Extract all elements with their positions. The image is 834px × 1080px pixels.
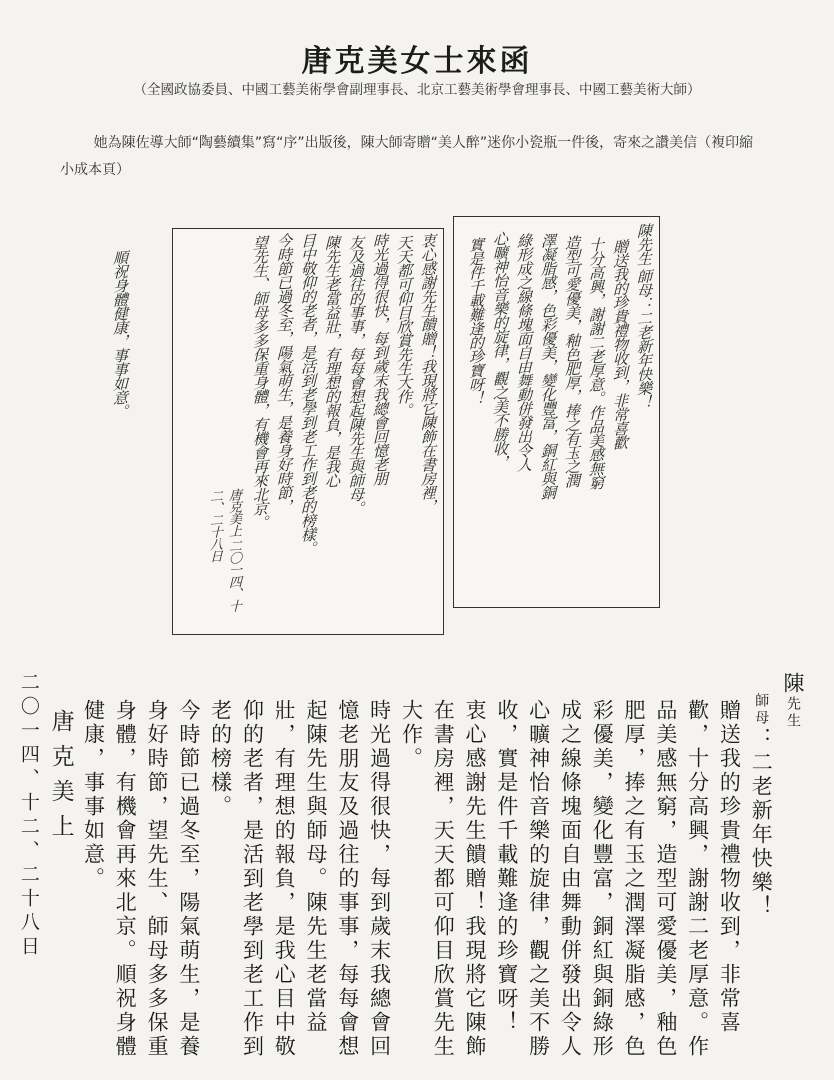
intro-paragraph: 她為陳佐導大師“陶藝續集”寫“序”出版後，陳大師寄贈“美人醉”迷你小瓷瓶一件後，寄來之讚美信（複印縮小成本頁） bbox=[60, 135, 754, 178]
salutation bbox=[776, 672, 808, 1080]
author-credentials: （全國政協委員、中國工藝美術學會副理事長、北京工藝美術學會理事長、中國工藝美術大師） bbox=[133, 82, 701, 98]
salutation-greeting: ：二老新年快樂！ bbox=[749, 727, 774, 919]
handwritten-line: 陳先生老當益壯，有理想的報負，是我心 bbox=[323, 234, 341, 488]
handwritten-line: 目中敬仰的老者，是活到老學到老工作到老的榜樣。 bbox=[299, 232, 317, 556]
salutation-madam: 師母 bbox=[753, 693, 770, 727]
handwritten-line: 友及過往的事事，每每會想起陳先生與師母。 bbox=[347, 234, 365, 516]
letter-page-1 bbox=[453, 216, 660, 608]
handwritten-line: 心曠神怡音樂的旋律，觀之美不勝收， bbox=[491, 230, 509, 470]
handwritten-line: 綠形成之線條塊面自由舞動併發出令人 bbox=[515, 232, 533, 472]
salutation-name: 陳 bbox=[781, 672, 805, 696]
handwritten-line: 天天都可仰目欣賞先生大作。 bbox=[395, 234, 413, 418]
handwritten-line: 實是件千載難逢的珍寶呀！ bbox=[467, 236, 485, 406]
handwritten-line: 衷心感謝先生饋贈！我現將它陳飾在書房裡， bbox=[419, 232, 437, 514]
paragraph-4: 今時節已過冬至，陽氣萌生，是養身好時節，望先生、師母多多保重身體，有機會再來北京。順祝身體健康，事事如意。 bbox=[81, 699, 201, 1060]
handwritten-line: 陳先生 師母：二老新年快樂！ bbox=[635, 222, 653, 410]
paragraph-2: 衷心感謝先生饋贈！我現將它陳飾在書房裡，天天都可仰目欣賞先生大作。 bbox=[399, 699, 488, 1060]
handwritten-line: 造型可愛優美，釉色肥厚，捧之有玉之潤 bbox=[563, 234, 581, 488]
letter-date: 二〇一四、十二、二十八日 bbox=[17, 672, 40, 960]
handwritten-letter-image bbox=[110, 210, 700, 650]
handwritten-line: 澤凝脂感，色彩優美，變化豐富，銅紅與銅 bbox=[539, 232, 557, 500]
handwritten-line: 望先生、師母多多保重身體，有機會再來北京。 bbox=[251, 234, 269, 530]
paragraph-3: 時光過得很快，每到歲末我總會回憶老朋友及過往的事事，每每會想起陳先生與師母。陳先生老當益壯，有理想的報負，是我心目中敬仰的老者，是活到老學到老工作到老的榜樣。 bbox=[208, 699, 392, 1060]
paragraph-1: 贈送我的珍貴禮物收到，非常喜歡，十分高興，謝謝二老厚意。作品美感無窮，造型可愛優美，釉色肥厚，捧之有玉之潤澤凝脂感，色彩優美，變化豐富，銅紅與銅綠形成之線條塊面自由舞動併發出令人心曠神怡音樂的旋律，觀之美不勝收，實是件千載難逢的珍寶呀！ bbox=[494, 699, 742, 1060]
handwritten-signature: 唐克美上 二〇一四、十二、二十八日 bbox=[207, 487, 241, 613]
handwritten-line: 時光過得很快，每到歲末我總會回憶老朋 bbox=[371, 232, 389, 486]
letter-transcription bbox=[17, 672, 808, 1080]
letter-page-2 bbox=[172, 228, 444, 635]
salutation-sir: 先生 bbox=[785, 696, 801, 730]
handwritten-line: 十分高興，謝謝二老厚意。作品美感無窮 bbox=[587, 236, 605, 490]
page-title: 唐克美女士來函 bbox=[301, 44, 533, 79]
salutation-line2 bbox=[744, 672, 776, 1080]
signature: 唐克美上 bbox=[47, 708, 74, 849]
handwritten-line: 贈送我的珍貴禮物收到，非常喜歡 bbox=[611, 238, 629, 450]
handwritten-closing: 順祝身體健康，事事如意。 bbox=[111, 249, 129, 419]
handwritten-line: 今時節已過冬至，陽氣萌生，是養身好時節， bbox=[275, 232, 293, 514]
